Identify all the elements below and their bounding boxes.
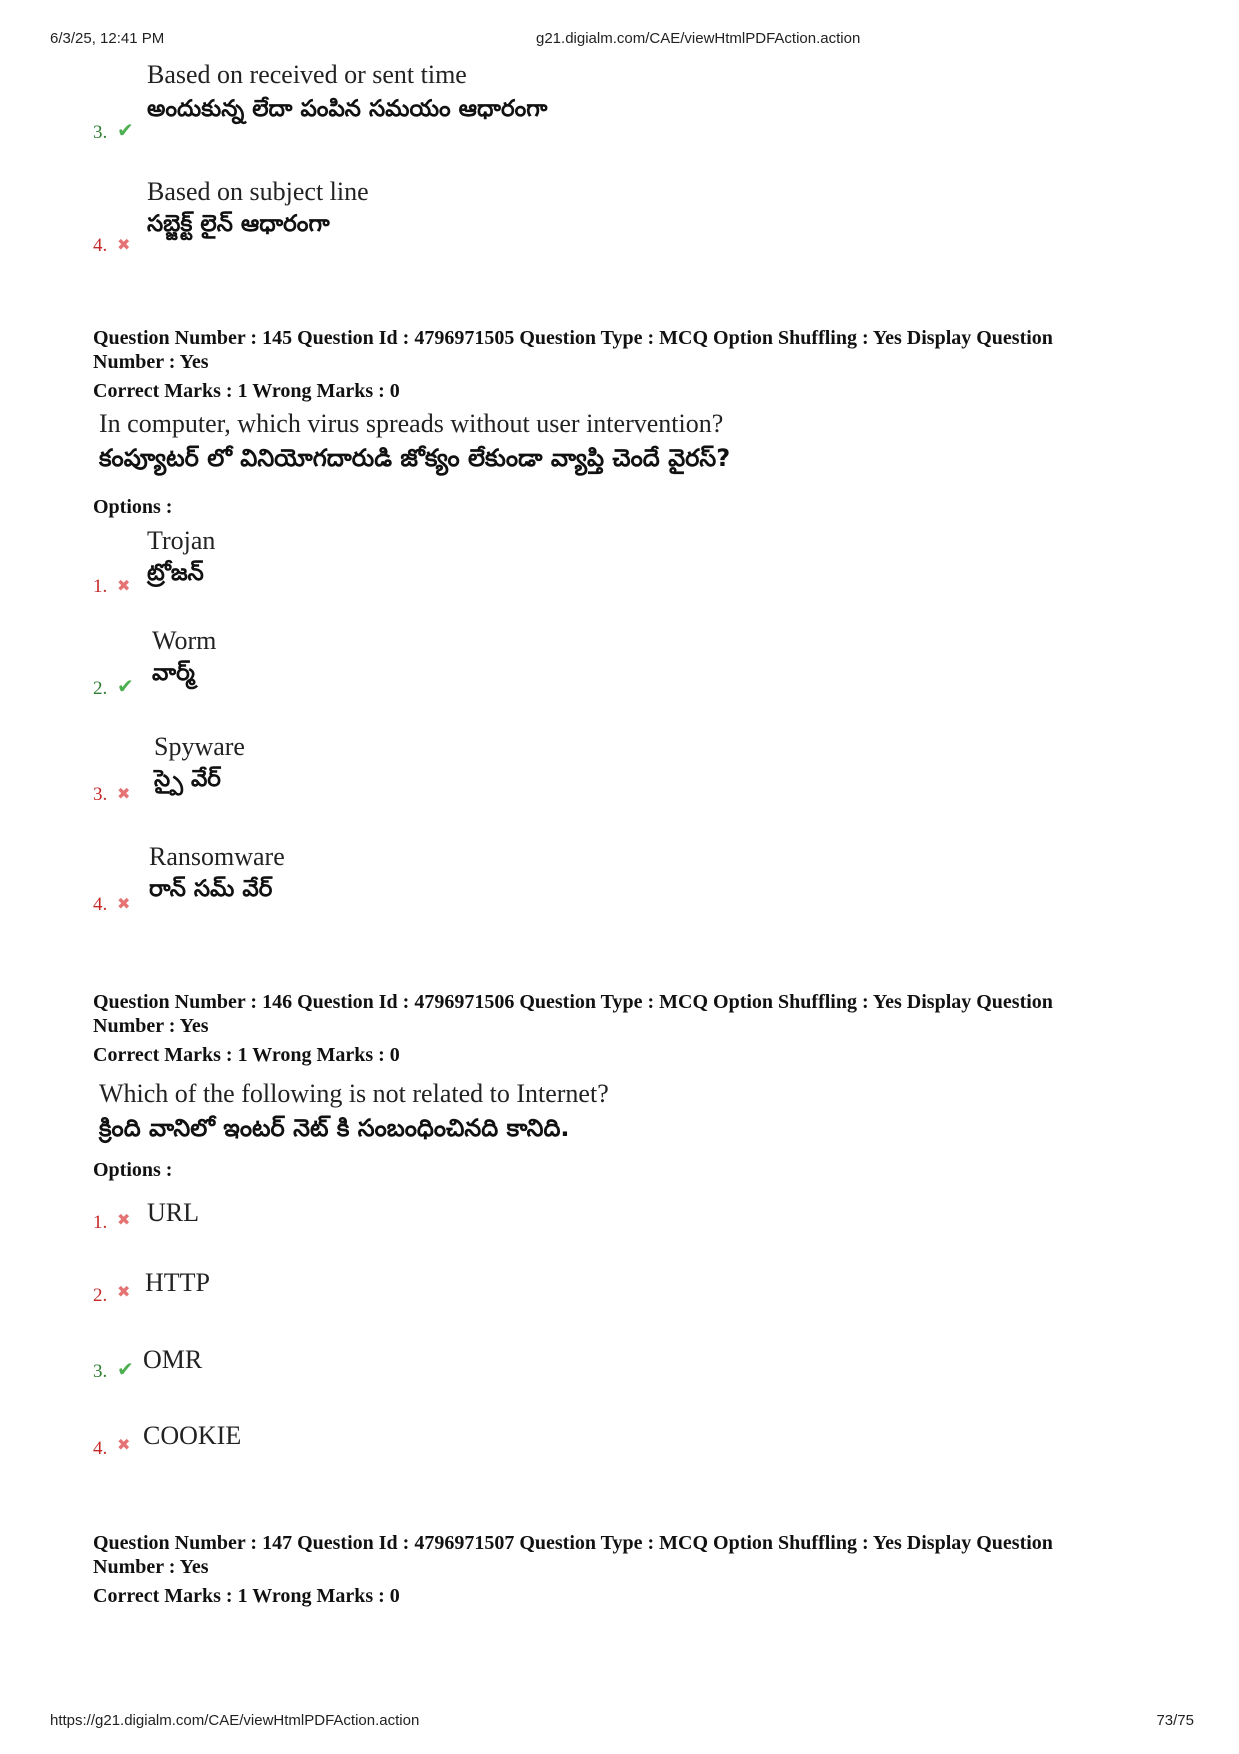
print-url: g21.digialm.com/CAE/viewHtmlPDFAction.action bbox=[536, 30, 861, 47]
option-text-en: HTTP bbox=[145, 1268, 210, 1297]
option-text-te: అందుకున్న లేదా పంపిన సమయం ఆధారంగా bbox=[147, 96, 548, 122]
check-icon: ✔ bbox=[117, 1357, 134, 1381]
print-datetime: 6/3/25, 12:41 PM bbox=[50, 30, 165, 47]
option-number: 3. bbox=[93, 122, 108, 143]
question-text-en: Which of the following is not related to Internet? bbox=[99, 1079, 609, 1108]
option-number: 4. bbox=[93, 894, 108, 915]
option-number: 4. bbox=[93, 235, 108, 256]
option-number: 1. bbox=[93, 576, 108, 597]
question-text-te: కంప్యూటర్ లో వినియోగదారుడి జోక్యం లేకుండా వ్యాప్తి చెందే వైరస్? bbox=[99, 444, 731, 472]
question-meta: Question Number : 147 Question Id : 4796971507 Question Type : MCQ Option Shuffling : Yes Display Question Number : Yes bbox=[93, 1532, 1053, 1578]
question-marks: Correct Marks : 1 Wrong Marks : 0 bbox=[93, 380, 400, 402]
option-text-en: COOKIE bbox=[143, 1421, 242, 1450]
check-icon: ✔ bbox=[117, 674, 134, 698]
page-number: 73/75 bbox=[1156, 1712, 1194, 1729]
option-number: 4. bbox=[93, 1438, 108, 1459]
option-text-en: Trojan bbox=[147, 526, 216, 555]
check-icon: ✔ bbox=[117, 118, 134, 142]
footer-url: https://g21.digialm.com/CAE/viewHtmlPDFAction.action bbox=[50, 1712, 420, 1729]
option-number: 3. bbox=[93, 1361, 108, 1382]
cross-icon: ✖ bbox=[117, 235, 131, 254]
cross-icon: ✖ bbox=[117, 784, 131, 803]
cross-icon: ✖ bbox=[117, 1282, 131, 1301]
option-text-te: వార్మ్ bbox=[152, 660, 195, 686]
question-marks: Correct Marks : 1 Wrong Marks : 0 bbox=[93, 1044, 400, 1066]
option-text-en: OMR bbox=[143, 1345, 203, 1374]
cross-icon: ✖ bbox=[117, 1210, 131, 1229]
option-text-te: స్పై వేర్ bbox=[154, 766, 221, 792]
options-label: Options : bbox=[93, 1159, 173, 1181]
question-text-te: క్రింది వానిలో ఇంటర్ నెట్ కి సంబంధించినది కానిది. bbox=[99, 1114, 570, 1142]
option-number: 1. bbox=[93, 1212, 108, 1233]
option-text-en: Spyware bbox=[154, 732, 245, 761]
option-text-en: Ransomware bbox=[149, 842, 285, 871]
option-number: 2. bbox=[93, 678, 108, 699]
option-text-en: URL bbox=[147, 1198, 199, 1227]
question-marks: Correct Marks : 1 Wrong Marks : 0 bbox=[93, 1585, 400, 1607]
option-text-te: రాన్ సమ్ వేర్ bbox=[149, 876, 273, 902]
options-label: Options : bbox=[93, 496, 173, 518]
option-text-en: Worm bbox=[152, 626, 217, 655]
question-meta: Question Number : 146 Question Id : 4796971506 Question Type : MCQ Option Shuffling : Yes Display Question Number : Yes bbox=[93, 991, 1053, 1037]
option-text-te: ట్రోజన్ bbox=[147, 560, 204, 586]
option-number: 2. bbox=[93, 1285, 108, 1306]
question-meta: Question Number : 145 Question Id : 4796971505 Question Type : MCQ Option Shuffling : Yes Display Question Number : Yes bbox=[93, 327, 1053, 373]
option-text-en: Based on received or sent time bbox=[147, 60, 467, 89]
question-text-en: In computer, which virus spreads without user intervention? bbox=[99, 409, 724, 438]
cross-icon: ✖ bbox=[117, 1435, 131, 1454]
option-text-en: Based on subject line bbox=[147, 177, 369, 206]
option-text-te: సబ్జెక్ట్ లైన్ ఆధారంగా bbox=[147, 211, 330, 237]
cross-icon: ✖ bbox=[117, 894, 131, 913]
option-number: 3. bbox=[93, 784, 108, 805]
cross-icon: ✖ bbox=[117, 576, 131, 595]
